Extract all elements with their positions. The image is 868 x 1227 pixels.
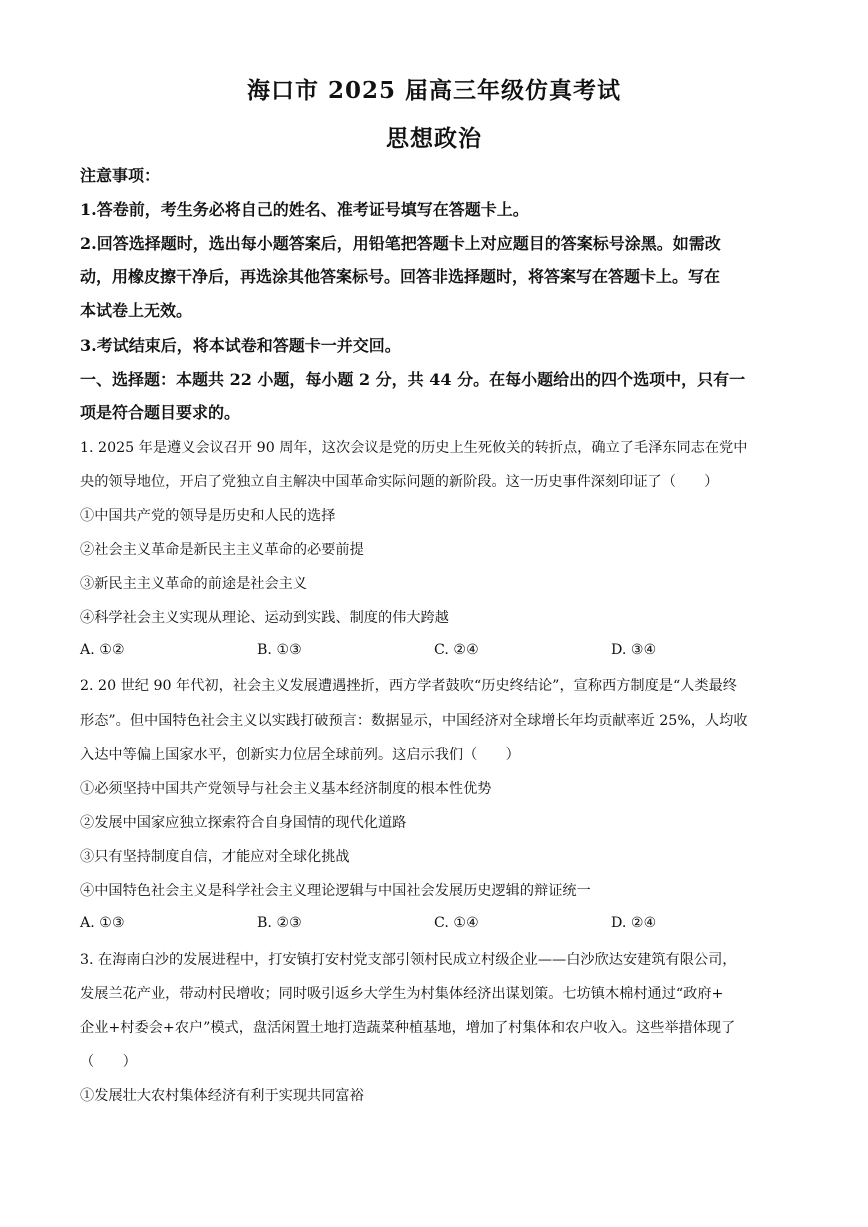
question-1-statement: ②社会主义革命是新民主主义革命的必要前提 [80,542,364,558]
option-a[interactable]: A. ①② [80,642,125,658]
option-b[interactable]: B. ①③ [257,642,302,658]
question-1-statement: ④科学社会主义实现从理论、运动到实践、制度的伟大跨越 [80,610,449,626]
option-d[interactable]: D. ②④ [611,915,657,931]
question-1-stem: 1. 2025 年是遵义会议召开 90 周年，这次会议是党的历史上生死攸关的转折点，确立了毛泽东同志在党中 [80,440,748,456]
question-2-statement: ④中国特色社会主义是科学社会主义理论逻辑与中国社会发展历史逻辑的辩证统一 [80,883,591,899]
question-1-stem: 央的领导地位，开启了党独立自主解决中国革命实际问题的新阶段。这一历史事件深刻印证了（ ） [80,474,719,490]
notice-item: 1.答卷前，考生务必将自己的姓名、准考证号填写在答题卡上。 [80,200,529,219]
question-3-stem: （ ） [80,1054,137,1070]
question-2-statement: ①必须坚持中国共产党领导与社会主义基本经济制度的根本性优势 [80,781,492,797]
section-heading: 项是符合题目要求的。 [80,403,241,422]
question-1-statement: ③新民主主义革命的前途是社会主义 [80,576,308,592]
question-2-statement: ②发展中国家应独立探索符合自身国情的现代化道路 [80,815,407,831]
exam-title: 海口市 2025 届高三年级仿真考试 [246,77,622,104]
notice-item: 3.考试结束后，将本试卷和答题卡一并交回。 [80,336,401,355]
question-2-stem: 入达中等偏上国家水平，创新实力位居全球前列。这启示我们（ ） [80,747,520,763]
question-3-stem: 发展兰花产业，带动村民增收；同时吸引返乡大学生为村集体经济出谋划策。七坊镇木棉村通过“政府+ [80,986,724,1002]
question-3-stem: 3. 在海南白沙的发展进程中，打安镇打安村党支部引领村民成立村级企业——白沙欣达安建筑有限公司， [80,952,737,968]
notice-heading: 注意事项： [80,166,161,185]
notice-item: 本试卷上无效。 [80,301,193,320]
question-2-stem: 形态”。但中国特色社会主义以实践打破预言：数据显示，中国经济对全球增长年均贡献率近 25%，人均收 [80,713,748,729]
option-c[interactable]: C. ①④ [434,915,479,931]
option-b[interactable]: B. ②③ [257,915,302,931]
question-2-statement: ③只有坚持制度自信，才能应对全球化挑战 [80,849,350,865]
option-c[interactable]: C. ②④ [434,642,479,658]
question-3-statement: ①发展壮大农村集体经济有利于实现共同富裕 [80,1088,364,1104]
question-1-options [80,642,780,662]
question-2-stem: 2. 20 世纪 90 年代初，社会主义发展遭遇挫折，西方学者鼓吹“历史终结论”，宣称西方制度是“人类最终 [80,678,737,694]
option-d[interactable]: D. ③④ [611,642,657,658]
question-2-options [80,915,780,935]
subject-title: 思想政治 [386,125,482,152]
section-heading: 一、选择题：本题共 22 小题，每小题 2 分，共 44 分。在每小题给出的四个选项中，只有一 [80,370,746,389]
option-a[interactable]: A. ①③ [80,915,125,931]
question-3-stem: 企业+村委会+农户”模式，盘活闲置土地打造蔬菜种植基地，增加了村集体和农户收入。这些举措体现了 [80,1020,736,1036]
notice-item: 2.回答选择题时，选出每小题答案后，用铅笔把答题卡上对应题目的答案标号涂黑。如需改 [80,234,721,253]
notice-item: 动，用橡皮擦干净后，再选涂其他答案标号。回答非选择题时，将答案写在答题卡上。写在 [80,267,721,286]
question-1-statement: ①中国共产党的领导是历史和人民的选择 [80,508,336,524]
